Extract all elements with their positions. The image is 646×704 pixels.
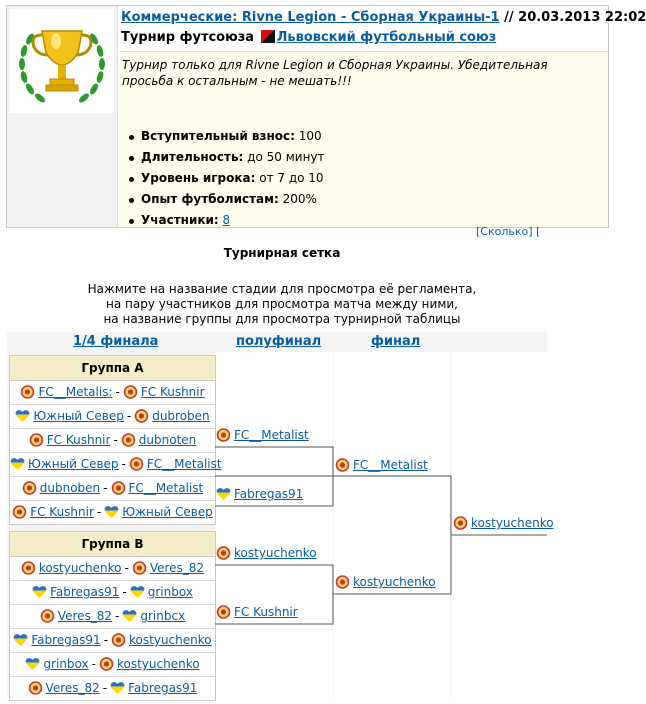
team-link[interactable]: FC Kushnir <box>234 605 298 619</box>
team <box>29 433 111 447</box>
logo-panel <box>7 6 118 227</box>
group-title[interactable]: Группа А <box>10 356 215 381</box>
match-separator: - <box>103 481 108 495</box>
club-crest-icon <box>121 432 136 446</box>
team <box>129 457 222 471</box>
team-link[interactable]: dubroben <box>152 409 210 423</box>
team <box>110 681 197 695</box>
team-link[interactable]: Veres_82 <box>57 609 113 623</box>
semifinal-column <box>215 352 332 698</box>
team-link[interactable]: grinbcx <box>140 609 186 623</box>
team-link[interactable]: FC__Metalist <box>353 458 428 472</box>
semifinal-slot <box>216 546 317 560</box>
ukraine-heart-flag-icon <box>13 632 28 646</box>
final-column <box>333 352 450 698</box>
team-link[interactable]: Южный Север <box>28 457 119 471</box>
bracket-title: Турнирная сетка <box>223 246 341 260</box>
stage-quarterfinal-link[interactable]: 1/4 финала <box>73 334 159 349</box>
title-row <box>119 6 646 52</box>
team <box>111 481 204 495</box>
team <box>134 409 209 423</box>
club-crest-icon <box>129 456 144 470</box>
match-row[interactable] <box>10 405 215 429</box>
club-crest-icon <box>134 408 149 422</box>
team-link[interactable]: Южный Север <box>33 409 124 423</box>
union-flag-icon <box>261 30 275 43</box>
club-crest-icon <box>111 632 126 646</box>
team <box>104 505 213 519</box>
club-crest-icon <box>132 560 147 574</box>
club-crest-icon <box>453 516 468 530</box>
team <box>216 605 298 619</box>
team-link[interactable]: FC__Metalist <box>128 481 204 495</box>
team <box>216 546 317 560</box>
semifinal-slot <box>216 487 303 501</box>
tournament-type-label: Турнир футсоюза <box>121 30 255 45</box>
winner-slot <box>453 516 554 530</box>
ukraine-heart-flag-icon <box>216 487 231 501</box>
tournament-description: Турнир только для Rivne Legion и Сборная Украины. Убедительная просьба к остальным - не мешать!!! <box>122 58 548 88</box>
club-crest-icon <box>123 384 138 398</box>
team <box>123 385 205 399</box>
club-crest-icon <box>12 504 27 518</box>
club-crest-icon <box>40 608 55 622</box>
tournament-title-link[interactable]: Коммерческие: Rivne Legion - Сборная Украины-1 <box>121 10 500 25</box>
club-crest-icon <box>29 432 44 446</box>
team <box>122 609 185 623</box>
team-link[interactable]: FC__Metalist <box>234 428 309 442</box>
match-row[interactable] <box>10 477 215 501</box>
club-crest-icon <box>335 575 350 589</box>
participants-count-link[interactable]: 8 <box>222 213 231 227</box>
group-a <box>9 355 222 525</box>
team <box>99 657 200 671</box>
match-row[interactable] <box>10 381 215 405</box>
stage-semifinal-link[interactable]: полуфинал <box>236 334 322 349</box>
trophy-laurel-logo <box>10 9 114 113</box>
match-separator: - <box>91 657 96 671</box>
info-player-level: Уровень игрока: от 7 до 10 <box>141 168 325 189</box>
tournament-type-line <box>121 30 496 45</box>
ukraine-heart-flag-icon <box>15 408 30 422</box>
bracket-instructions: Нажмите на название стадии для просмотра её регламента, на пару участников для просмотра матча между ними, на название группы для просмотра турнирной таблицы <box>87 282 477 326</box>
team <box>335 575 436 589</box>
team <box>28 681 100 695</box>
team-link[interactable]: FC Kushnir <box>30 505 94 519</box>
team-link[interactable]: dubnoben <box>39 481 101 495</box>
team-link[interactable]: FC__Metalist <box>146 457 222 471</box>
club-crest-icon <box>28 680 43 694</box>
union-link[interactable]: Львовский футбольный союз <box>276 30 497 45</box>
stage-header <box>7 332 547 352</box>
tournament-date: 20.03.2013 22:02 <box>518 10 646 25</box>
team-link[interactable]: Южный Север <box>122 505 213 519</box>
title-line <box>121 10 646 25</box>
club-crest-icon <box>21 560 36 574</box>
team-link[interactable]: Fabregas91 <box>128 681 198 695</box>
team-link[interactable]: kostyuchenko <box>116 657 200 671</box>
team-link[interactable]: Fabregas91 <box>234 487 304 501</box>
club-crest-icon <box>111 480 126 494</box>
match-separator: - <box>124 561 129 575</box>
final-slot <box>335 575 436 589</box>
team <box>21 561 122 575</box>
semifinal-slot <box>216 605 298 619</box>
match-separator: - <box>96 505 102 519</box>
match-separator: - <box>126 409 132 423</box>
team-link[interactable]: dubnoten <box>138 433 197 447</box>
match-row[interactable] <box>10 453 222 477</box>
team-link[interactable]: grinbox <box>43 657 89 671</box>
club-crest-icon <box>99 656 114 670</box>
team <box>22 481 100 495</box>
ukraine-heart-flag-icon <box>10 456 25 470</box>
match-row[interactable] <box>10 501 215 524</box>
club-crest-icon <box>216 546 231 560</box>
match-row[interactable] <box>10 605 215 629</box>
team <box>20 385 112 399</box>
team-link[interactable]: Fabregas91 <box>50 585 120 599</box>
tournament-details <box>119 52 608 227</box>
semifinal-slot <box>216 428 309 442</box>
team-link[interactable]: FC Kushnir <box>140 385 205 399</box>
club-crest-icon <box>216 428 231 442</box>
ukraine-heart-flag-icon <box>130 584 145 598</box>
match-separator: - <box>103 633 109 647</box>
team <box>12 505 94 519</box>
club-crest-icon <box>22 480 37 494</box>
ukraine-heart-flag-icon <box>25 656 40 670</box>
match-separator: - <box>115 385 120 399</box>
partial-links[interactable]: [Сколько] [ <box>476 225 541 238</box>
team <box>40 609 112 623</box>
match-separator: - <box>122 585 127 599</box>
ukraine-heart-flag-icon <box>32 584 47 598</box>
match-separator: - <box>102 681 108 695</box>
team <box>335 458 428 472</box>
team <box>25 657 88 671</box>
team-link[interactable]: kostyuchenko <box>129 633 212 647</box>
team-link[interactable]: kostyuchenko <box>353 575 436 589</box>
team <box>13 633 100 647</box>
info-list <box>119 126 325 231</box>
group-title[interactable]: Группа В <box>10 532 215 557</box>
team <box>453 516 554 530</box>
team <box>216 487 303 501</box>
team <box>10 457 119 471</box>
club-crest-icon <box>335 458 350 472</box>
match-separator: - <box>115 609 120 623</box>
team <box>111 633 212 647</box>
match-row[interactable] <box>10 653 215 677</box>
final-slot <box>335 458 428 472</box>
tournament-card <box>6 5 646 228</box>
team-link[interactable]: kostyuchenko <box>38 561 122 575</box>
team-link[interactable]: kostyuchenko <box>471 516 554 530</box>
match-row[interactable] <box>10 581 215 605</box>
team-link[interactable]: Veres_82 <box>45 681 100 695</box>
team <box>132 561 204 575</box>
team <box>32 585 119 599</box>
match-row[interactable] <box>10 557 215 581</box>
info-experience: Опыт футболистам: 200% <box>141 189 325 210</box>
team-link[interactable]: Fabregas91 <box>31 633 101 647</box>
match-row[interactable] <box>10 629 215 653</box>
info-duration: Длительность: до 50 минут <box>141 147 325 168</box>
team <box>130 585 193 599</box>
team <box>15 409 124 423</box>
ukraine-heart-flag-icon <box>122 608 137 622</box>
info-entry-fee: Вступительный взнос: 100 <box>141 126 325 147</box>
team-link[interactable]: FC__Metalis: <box>38 385 113 399</box>
ukraine-heart-flag-icon <box>104 504 119 518</box>
ukraine-heart-flag-icon <box>110 680 125 694</box>
team <box>121 433 196 447</box>
club-crest-icon <box>216 605 231 619</box>
match-row[interactable] <box>10 677 215 700</box>
club-crest-icon <box>20 384 35 398</box>
group-b <box>9 531 216 701</box>
match-separator: - <box>121 457 126 471</box>
title-separator: // <box>499 10 519 25</box>
stage-final-link[interactable]: финал <box>371 334 421 349</box>
team-link[interactable]: kostyuchenko <box>234 546 317 560</box>
info-participants: Участники: 8 <box>141 210 325 231</box>
match-row[interactable] <box>10 429 215 453</box>
team-link[interactable]: FC Kushnir <box>46 433 111 447</box>
team-link[interactable]: grinbox <box>147 585 193 599</box>
team <box>216 428 309 442</box>
match-separator: - <box>113 433 118 447</box>
team-link[interactable]: Veres_82 <box>149 561 205 575</box>
